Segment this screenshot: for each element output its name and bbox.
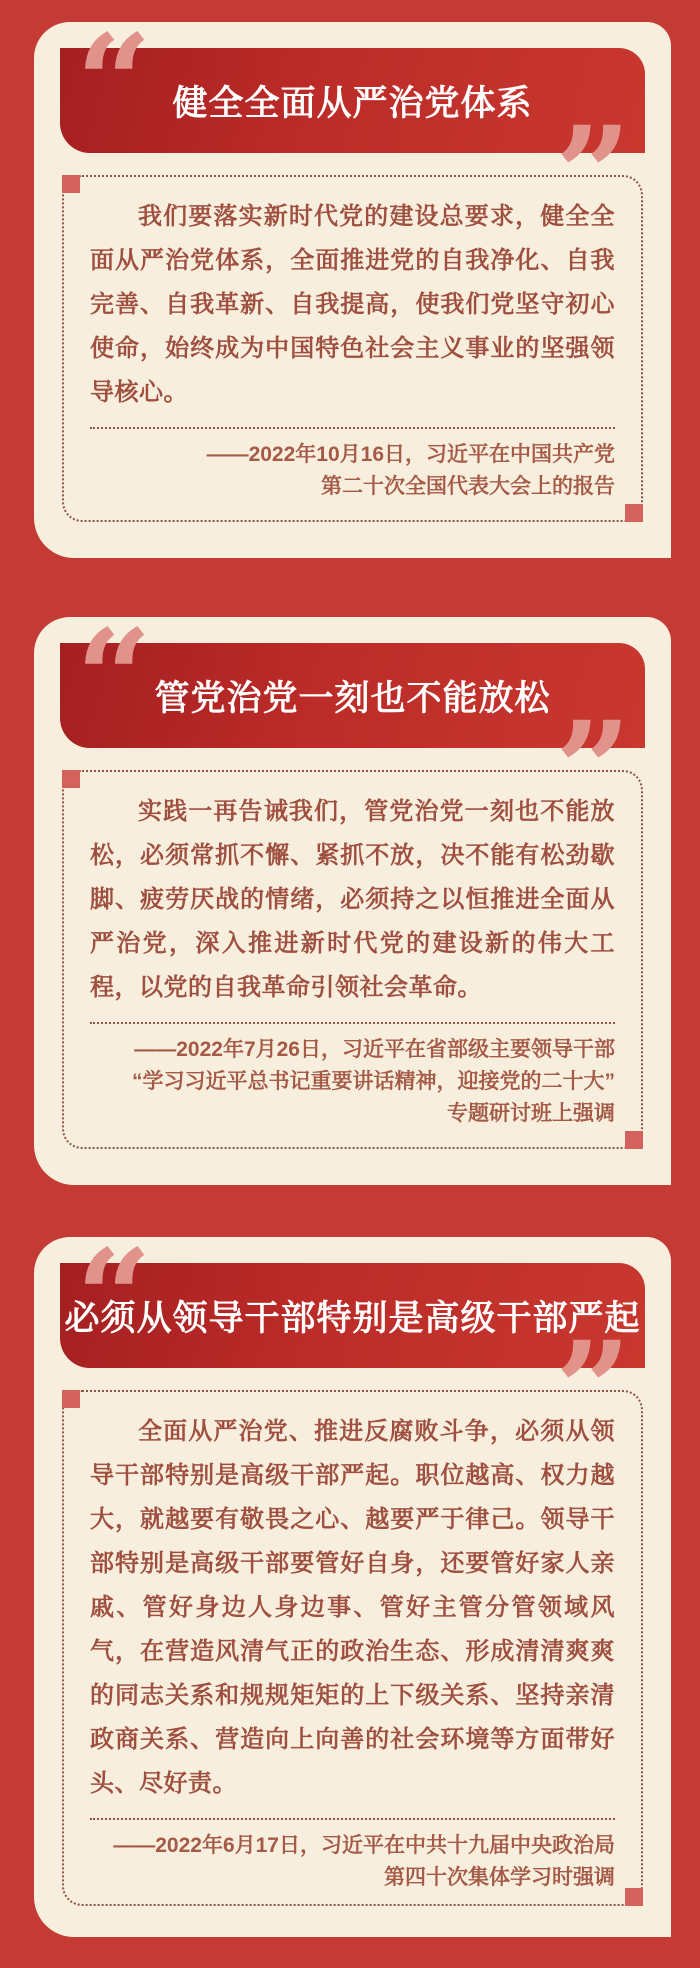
quote-card-2: [34, 601, 671, 1185]
attribution-line: ——2022年10月16日，习近平在中国共产党: [206, 443, 615, 466]
close-quote-icon: ”: [555, 1313, 631, 1468]
attribution-line: ——2022年6月17日，习近平在中共十九届中央政治局: [113, 1834, 615, 1857]
quote-body-text: 我们要落实新时代党的建设总要求，健全全面从严治党体系，全面推进党的自我净化、自我完善、自我革新、自我提高，使我们党坚守初心使命，始终成为中国特色社会主义事业的坚强领导核心。: [90, 203, 615, 406]
close-quote-icon: ”: [555, 98, 631, 253]
attribution-line: 第二十次全国代表大会上的报告: [321, 475, 615, 498]
quote-content: [64, 772, 641, 1147]
attribution-line: 第四十次集体学习时强调: [384, 1866, 615, 1889]
attribution: [90, 1830, 615, 1894]
attribution: [90, 439, 615, 503]
quote-body-text: 全面从严治党、推进反腐败斗争，必须从领导干部特别是高级干部严起。职位越高、权力越大，就越要有敬畏之心、越要严于律己。领导干部特别是高级干部要管好自身，还要管好家人亲戚、管好身边人身边事、管好主管分管领域风气，在营造风清气正的政治生态、形成清清爽爽的同志关系和规规矩矩的上下级关系、坚持亲清政商关系、营造向上向善的社会环境等方面带好头、尽好责。: [90, 1418, 615, 1797]
dotted-separator: [90, 1022, 615, 1024]
dotted-border-box: [62, 770, 643, 1149]
quote-title: 管党治党一刻也不能放松: [154, 678, 551, 718]
attribution-line: “学习习近平总书记重要讲话精神，迎接党的二十大”: [132, 1070, 615, 1093]
quote-body-text: 实践一再告诫我们，管党治党一刻也不能放松，必须常抓不懈、紧抓不放，决不能有松劲歇脚、疲劳厌战的情绪，必须持之以恒推进全面从严治党，深入推进新时代党的建设新的伟大工程，以党的自我革命引领社会革命。: [90, 798, 615, 1001]
quote-title-banner: [60, 48, 645, 153]
dotted-separator: [90, 1818, 615, 1820]
quote-content: [64, 177, 641, 520]
open-quote-icon: “: [76, 6, 152, 161]
attribution-line: 专题研讨班上强调: [447, 1102, 615, 1125]
dotted-border-box: [62, 1390, 643, 1906]
open-quote-icon: “: [76, 1221, 152, 1376]
attribution-line: ——2022年7月26日，习近平在省部级主要领导干部: [134, 1038, 615, 1061]
quote-title: 健全全面从严治党体系: [172, 83, 533, 123]
open-quote-icon: “: [76, 601, 152, 756]
quote-card-3: [34, 1221, 671, 1937]
dotted-border-box: [62, 175, 643, 522]
quote-content: [64, 1392, 641, 1904]
quote-title-banner: [60, 643, 645, 748]
close-quote-icon: ”: [555, 693, 631, 848]
dotted-separator: [90, 427, 615, 429]
quote-title-banner: [60, 1263, 645, 1368]
quote-card-1: [34, 6, 671, 558]
attribution: [90, 1034, 615, 1130]
quote-title: 必须从领导干部特别是高级干部严起: [64, 1298, 641, 1338]
